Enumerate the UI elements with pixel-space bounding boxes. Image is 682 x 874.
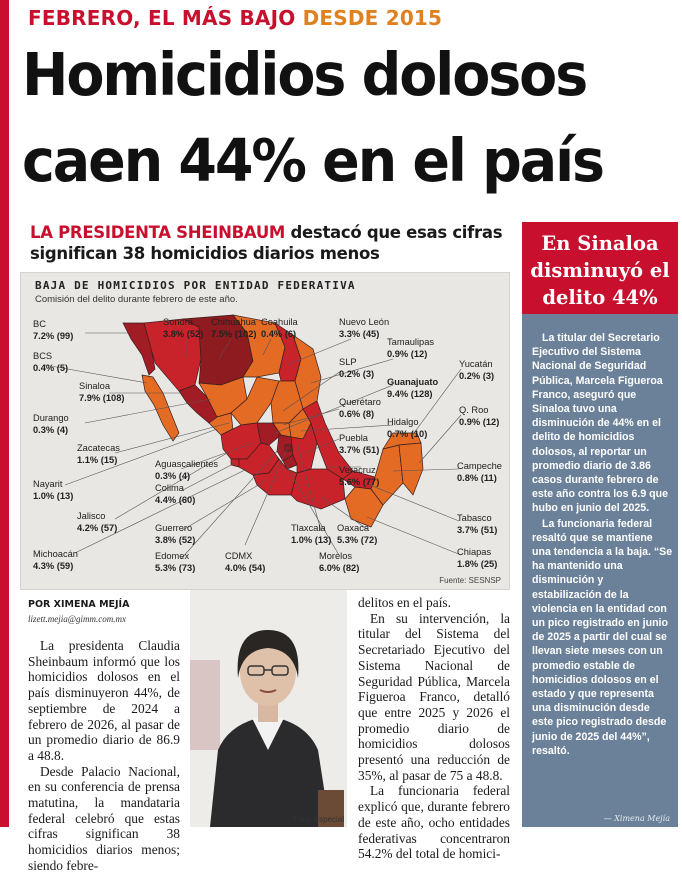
map-label-campeche: Campeche 0.8% (11) [457, 461, 502, 483]
article-paragraph: La presidenta Claudia Sheinbaum informó que los homicidios dolosos en el país disminuyeron 44%, de septiembre de 2024 a febrero de 2026, al pasar de un promedio diario de 86.9 a 48.8. [28, 638, 180, 763]
accent-bar [0, 0, 9, 827]
map-label-tabasco: Tabasco 3.7% (51) [457, 513, 498, 535]
map-label-oaxaca: Oaxaca 5.3% (72) [337, 523, 378, 545]
map-label-tlaxcala: Tlaxcala 1.0% (13) [291, 523, 332, 545]
region-cdmx [285, 445, 291, 451]
map-label-yucatan: Yucatán 0.2% (3) [459, 359, 495, 381]
author-email[interactable]: lizett.mejia@gimm.com.mx [28, 614, 127, 624]
map-label-zacatecas: Zacatecas 1.1% (15) [77, 443, 120, 465]
map-title: BAJA DE HOMICIDIOS POR ENTIDAD FEDERATIVA [35, 279, 356, 292]
map-label-hidalgo: Hidalgo 0.7% (10) [387, 417, 428, 439]
sidebar-body [532, 331, 673, 759]
sidebar-box [522, 222, 678, 827]
map-label-nayarit: Nayarit 1.0% (13) [33, 479, 74, 501]
map-label-bcs: BCS 0.4% (5) [33, 351, 69, 373]
map-label-aguascalientes: Aguascalientes 0.3% (4) [155, 459, 219, 481]
map-label-nuevo-leon: Nuevo León 3.3% (45) [339, 317, 390, 339]
region-qroo [399, 443, 423, 495]
map-label-veracruz: Veracruz 5.6% (77) [339, 465, 380, 487]
kicker-main: FEBRERO, EL MÁS BAJO [28, 6, 296, 30]
map-label-cdmx: CDMX 4.0% (54) [225, 551, 266, 573]
map-label-coahuila: Coahuila 0.4% (6) [261, 317, 298, 339]
map-label-jalisco: Jalisco 4.2% (57) [77, 511, 118, 533]
region-oaxaca [291, 469, 345, 509]
headline-line-1: Homicidios dolosos [22, 40, 587, 109]
map-subtitle: Comisión del delito durante febrero de este año. [35, 294, 238, 305]
kicker-accent: DESDE 2015 [302, 6, 443, 30]
kicker [28, 6, 442, 30]
photo-credit: Foto: Especial [293, 815, 344, 824]
map-label-sinaloa: Sinaloa 7.9% (108) [79, 381, 125, 403]
deck-rest: destacó que esas cifras significan 38 homicidios diarios menos [30, 223, 503, 263]
map-label-queretaro: Querétaro 0.6% (8) [339, 397, 381, 419]
article-column-1 [28, 638, 180, 874]
byline: POR XIMENA MEJÍA [28, 599, 130, 610]
map-label-colima: Colima 4.4% (60) [155, 483, 196, 505]
homicide-map [20, 272, 510, 590]
photo-sheinbaum [190, 590, 347, 827]
map-label-tamaulipas: Tamaulipas 0.9% (12) [387, 337, 435, 359]
map-label-guerrero: Guerrero 3.8% (52) [155, 523, 196, 545]
sidebar-paragraph: La funcionaria federal resaltó que se mantiene una tendencia a la baja. “Se ha mantenido una disminución y estabilización de la violencia en la entidad con un pico registrado en junio de 2025 a partir del cual se llevan siete meses con un promedio estable de homicidios dolosos en el estado y que representa una disminución desde este pico registrado desde junio de 2025 del 44%”, resaltó. [532, 517, 673, 757]
map-label-morelos: Morelos 6.0% (82) [319, 551, 360, 573]
map-label-chihuahua: Chihuahua 7.5% (102) [211, 317, 257, 339]
sidebar-paragraph: La titular del Secretario Ejecutivo del Sistema Nacional de Seguridad Pública, Marcela Figueroa Franco, aseguró que Sinaloa tuvo una disminución de 44% en el delito de homicidios dolosos, al reportar un promedio diario de 3.86 casos durante febrero de este año contra los 6.9 que hubo en junio del 2025. [532, 332, 668, 515]
map-label-puebla: Puebla 3.7% (51) [339, 433, 380, 455]
article-column-2 [358, 595, 510, 862]
map-label-bc: BC 7.2% (99) [33, 319, 74, 341]
map-label-durango: Durango 0.3% (4) [33, 413, 69, 435]
sidebar-title: En Sinaloa disminuyó el delito 44% [522, 222, 678, 314]
map-label-sonora: Sonora 3.8% (52) [163, 317, 204, 339]
map-label-guanajuato: Guanajuato 9.4% (128) [387, 377, 439, 399]
article-paragraph: delitos en el país. [358, 595, 451, 610]
map-label-michoacan: Michoacán 4.3% (59) [33, 549, 78, 571]
article-paragraph: Desde Palacio Nacional, en su conferencia de prensa matutina, la mandataria federal celebró que estas cifras significan 38 homicidios diarios menos; siendo febre- [28, 763, 180, 873]
sidebar-signature: — Ximena Mejía [603, 814, 670, 823]
headline-line-2: caen 44% en el país [22, 126, 603, 195]
article-paragraph: En su intervención, la titular del Sistema del Secretariado Ejecutivo del Sistema Nacional de Seguridad Pública, Marcela Figueroa Franco, detalló que entre 2025 y 2026 el promedio diario de homicidios dolosos presentó una reducción de 35%, al pasar de 75 a 48.8. [358, 610, 510, 783]
map-label-edomex: Edomex 5.3% (73) [155, 551, 196, 573]
deck [30, 222, 510, 264]
map-label-chiapas: Chiapas 1.8% (25) [457, 547, 498, 569]
map-label-slp: SLP 0.2% (3) [339, 357, 375, 379]
map-source: Fuente: SESNSP [439, 576, 501, 585]
map-label-qroo: Q. Roo 0.9% (12) [459, 405, 500, 427]
portrait-illustration [190, 590, 347, 827]
article-paragraph: La funcionaria federal explicó que, durante febrero de este año, ocho entidades federativas concentraron 54.2% del total de homici- [358, 783, 510, 862]
deck-red: LA PRESIDENTA SHEINBAUM [30, 223, 286, 242]
